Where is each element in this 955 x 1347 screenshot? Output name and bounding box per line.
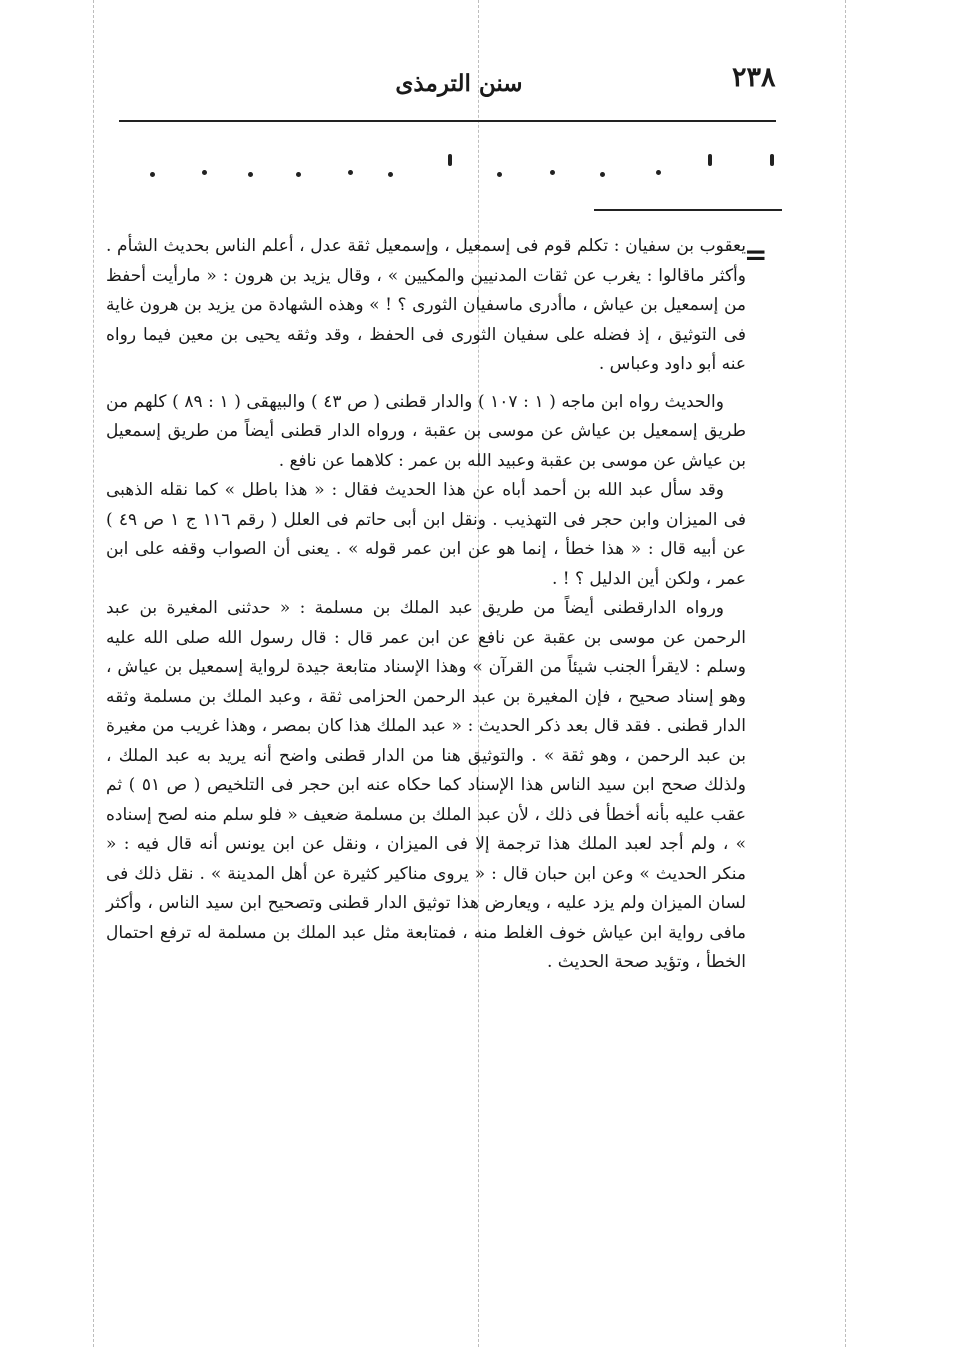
paragraph: يعقوب بن سفيان : تكلم قوم فى إسمعيل ، وإسمعيل ثقة عدل ، أعلم الناس بحديث الشأم . وأكثر ماقالوا : يغرب عن ثقات المدنيين والمكيين » ، وقال يزيد بن هرون : « مارأيت أحفظ من إسمعيل بن عياش ، ماأدرى ماسفيان الثورى ؟ ! » وهذه الشهادة من يزيد بن هرون غاية فى التوثيق ، إذ فضله على سفيان الثورى فى الحفظ ، وقد وثقه يحيى بن معين فيما رواه عنه أبو داود وعباس . xyxy=(106,236,746,374)
footnote-continuation-mark: = xyxy=(744,238,768,271)
ornament-dot xyxy=(550,170,555,175)
ornament-dot xyxy=(708,154,712,166)
ornament-dot xyxy=(388,172,393,177)
page-number: ٢٣٨ xyxy=(732,62,776,93)
ornament-dot xyxy=(296,172,301,177)
running-title: سنن الترمذى xyxy=(395,70,523,97)
paragraph: والحديث رواه ابن ماجه ( ١ : ١٠٧ ) والدار قطنى ( ص ٤٣ ) والبيهقى ( ١ : ٨٩ ) كلهم من طريق إسمعيل بن عياش عن موسى بن عقبة ، ورواه الدار قطنى أيضاً من طريق إسمعيل بن عياش عن موسى بن عقبة وعبيد الله بن عمر : كلاهما عن نافع . xyxy=(106,391,746,471)
ornament-dot xyxy=(348,170,353,175)
footnote-rule xyxy=(594,209,782,211)
ornament-dot xyxy=(202,170,207,175)
ornament-dot xyxy=(248,172,253,177)
ornament-dot xyxy=(497,172,502,177)
ornament-dot xyxy=(150,172,155,177)
paragraph: وقد سأل عبد الله بن أحمد أباه عن هذا الحديث فقال : « هذا باطل » كما نقله الذهبى فى الميزان وابن حجر فى التهذيب . ونقل ابن أبى حاتم فى العلل ( رقم ١١٦ ج ١ ص ٤٩ ) عن أبيه قال : « هذا خطأ ، إنما هو عن ابن عمر قوله » . يعنى أن الصواب وقفه على ابن عمر ، ولكن أين الدليل ؟ ! . xyxy=(106,480,746,589)
ornament-dot xyxy=(656,170,661,175)
scan-fold-line xyxy=(845,0,846,1347)
footnote-body xyxy=(106,232,746,978)
ornament-dot xyxy=(448,154,452,166)
ornament-dot xyxy=(600,172,605,177)
scan-fold-line xyxy=(93,0,94,1347)
ornament-dot xyxy=(770,154,774,166)
paragraph: ورواه الدارقطنى أيضاً من طريق عبد الملك بن مسلمة : « حدثنى المغيرة بن عبد الرحمن عن موسى بن عقبة عن نافع عن ابن عمر قال : قال رسول الله صلى الله عليه وسلم : لايقرأ الجنب شيئاً من القرآن » وهذا الإسناد متابعة جيدة لرواية إسمعيل بن عياش ، وهو إسناد صحيح ، فإن المغيرة بن عبد الرحمن الحزامى ثقة ، وعبد الملك بن مسلمة وثقه الدار قطنى . فقد قال بعد ذكر الحديث : « عبد الملك هذا كان بمصر ، وهذا غريب من مغيرة بن عبد الرحمن ، وهو ثقة » . والتوثيق هنا من الدار قطنى واضح أنه يريد به عبد الملك ، ولذلك صحح ابن سيد الناس هذا الإسناد كما حكاه عنه ابن حجر فى التلخيص ( ص ٥١ ) ثم عقب عليه بأنه أخطأ فى ذلك ، لأن عبد الملك بن مسلمة ضعيف « فلو سلم منه لصح إسناده » ، ولم أجد لعبد الملك هذا ترجمة إلا فى الميزان ، ونقل عن ابن يونس أنه قال فيه : « منكر الحديث » وعن ابن حبان قال : « يروى مناكير كثيرة عن أهل المدينة » . نقل ذلك فى لسان الميزان ولم يزد عليه ، ويعارض هذا توثيق الدار قطنى وتصحيح ابن سيد الناس ، وأكثر مافى رواية ابن عياش خوف الغلط منه ، فمتابعة مثل عبد الملك بن مسلمة له ترفع احتمال الخطأ ، وتؤيد صحة الحديث . xyxy=(106,598,746,972)
ornamental-dots xyxy=(150,150,780,190)
header-rule xyxy=(119,120,776,122)
